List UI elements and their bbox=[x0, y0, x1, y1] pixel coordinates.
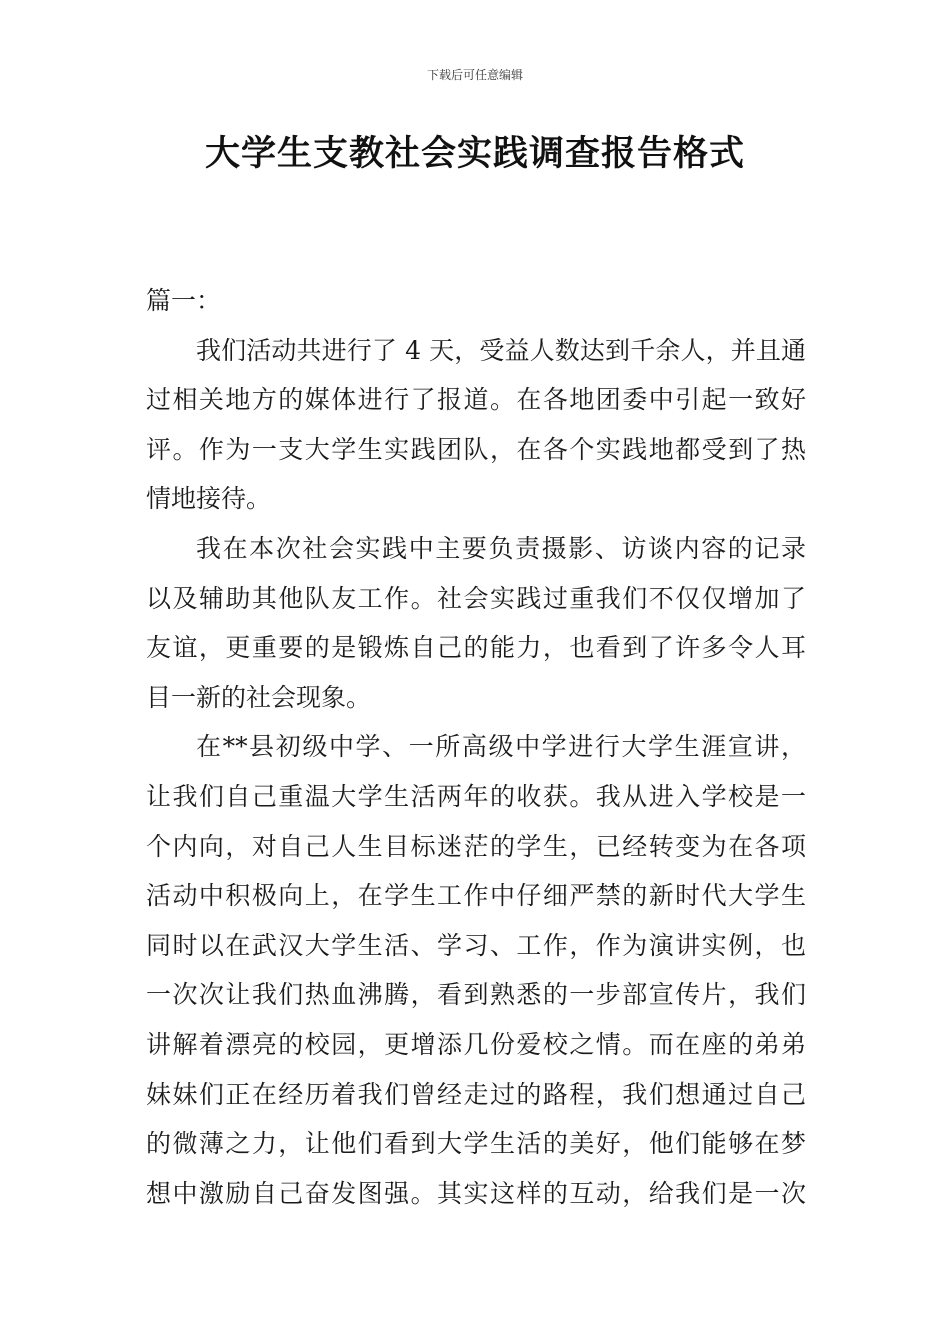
document-body bbox=[146, 276, 806, 1218]
header-note: 下载后可任意编辑 bbox=[426, 68, 523, 82]
paragraph-line: 个内向，对自己人生目标迷茫的学生，已经转变为在各项 bbox=[146, 831, 806, 861]
paragraph-line: 想中激励自己奋发图强。其实这样的互动，给我们是一次 bbox=[146, 1178, 806, 1208]
paragraph-line: 同时以在武汉大学生活、学习、工作，作为演讲实例，也 bbox=[146, 930, 806, 960]
paragraph-line: 讲解着漂亮的校园，更增添几份爱校之情。而在座的弟弟 bbox=[146, 1029, 806, 1059]
paragraph-line: 过相关地方的媒体进行了报道。在各地团委中引起一致好 bbox=[146, 385, 806, 415]
paragraph-line: 的微薄之力，让他们看到大学生活的美好，他们能够在梦 bbox=[146, 1129, 806, 1159]
paragraph-line: 一次次让我们热血沸腾，看到熟悉的一步部宣传片，我们 bbox=[146, 980, 806, 1010]
paragraph-line: 情地接待。 bbox=[146, 484, 272, 514]
paragraph-line: 友谊，更重要的是锻炼自己的能力，也看到了许多令人耳 bbox=[146, 633, 806, 663]
document-title: 大学生支教社会实践调查报告格式 bbox=[204, 134, 745, 174]
section-label: 篇一： bbox=[146, 286, 222, 315]
paragraph-line: 让我们自己重温大学生活两年的收获。我从进入学校是一 bbox=[146, 781, 806, 811]
paragraph-line: 我在本次社会实践中主要负责摄影、访谈内容的记录 bbox=[196, 533, 806, 563]
paragraph-line: 在**县初级中学、一所高级中学进行大学生涯宣讲， bbox=[196, 732, 806, 762]
paragraph-line: 目一新的社会现象。 bbox=[146, 682, 372, 712]
paragraph-line: 以及辅助其他队友工作。社会实践过重我们不仅仅增加了 bbox=[146, 583, 806, 613]
paragraph-line: 活动中积极向上，在学生工作中仔细严禁的新时代大学生 bbox=[146, 881, 806, 911]
paragraph-line: 评。作为一支大学生实践团队，在各个实践地都受到了热 bbox=[146, 434, 806, 464]
paragraph-line: 妹妹们正在经历着我们曾经走过的路程，我们想通过自己 bbox=[146, 1079, 806, 1109]
paragraph-line: 我们活动共进行了 4 天，受益人数达到千余人，并且通 bbox=[196, 335, 806, 365]
